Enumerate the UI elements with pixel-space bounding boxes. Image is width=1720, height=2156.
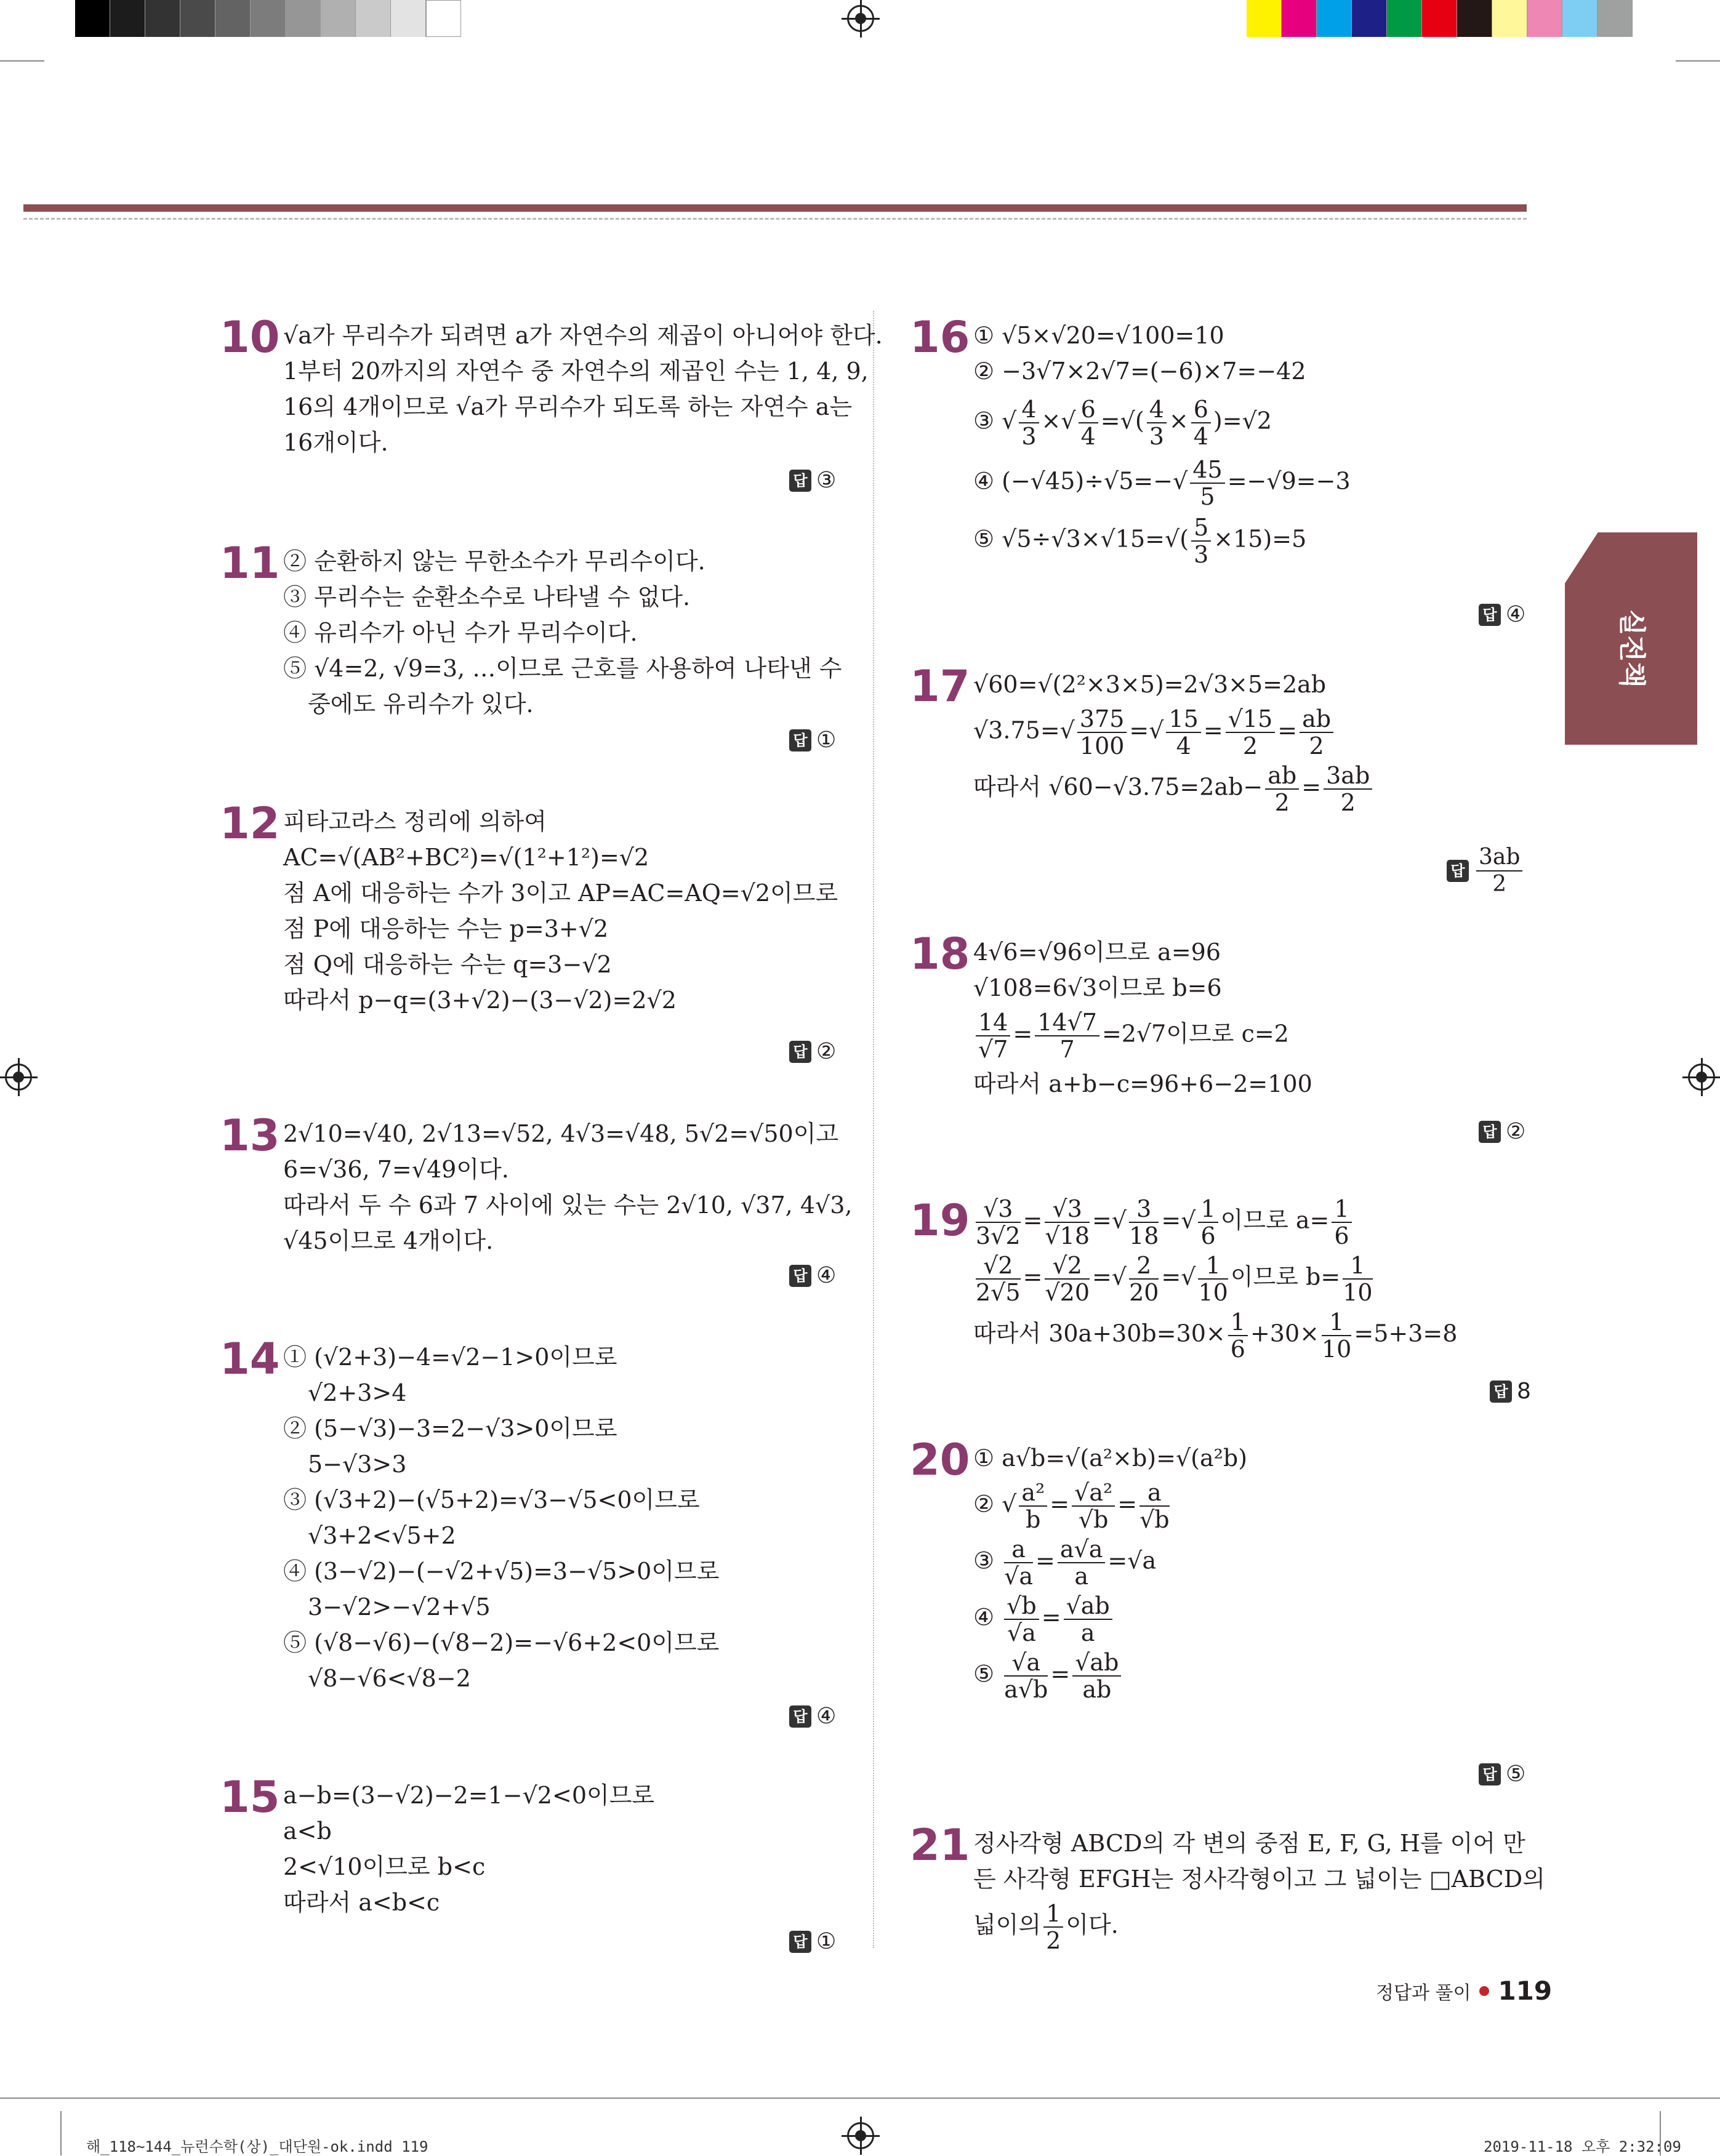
answer-value: ② xyxy=(1506,1119,1526,1144)
numerator: √15 xyxy=(1226,706,1276,733)
numerator: √ab xyxy=(1064,1593,1112,1620)
fraction xyxy=(1045,1196,1090,1249)
solution-line: ④ 유리수가 아닌 수가 무리수이다. xyxy=(283,619,638,646)
solution-line xyxy=(973,396,1351,449)
fraction xyxy=(1004,1536,1033,1589)
numerator: 2 xyxy=(1129,1252,1159,1280)
solution-line: $\frac{√3}{3√2}$ = $\frac{√3}{√18}$ =√ $\frac{3}{18}$ =√ $\frac{1}{6}$ 이므로 a= $\frac{1}{6}$ xyxy=(973,1196,1457,1249)
color-swatch xyxy=(1457,0,1492,37)
numerator: a√a xyxy=(1058,1536,1106,1563)
fraction xyxy=(1045,1252,1090,1305)
answer-icon: 답 xyxy=(789,470,811,492)
page-footer xyxy=(1376,1976,1552,2006)
problem-number: 18 xyxy=(910,929,970,979)
solution-line: ④ $\frac{√b}{√a}$ = $\frac{√ab}{a}$ xyxy=(973,1593,1247,1646)
solution-line: ① (√2+3)−4=√2−1>0이므로 xyxy=(283,1344,617,1371)
solution-line: 6=√36, 7=√49이다. xyxy=(283,1156,509,1183)
denominator: 100 xyxy=(1079,732,1125,759)
numerator: √3 xyxy=(1045,1196,1090,1223)
grayscale-strip xyxy=(75,0,461,37)
denominator: 5 xyxy=(1200,483,1215,510)
solution-text xyxy=(973,1196,1457,1362)
expr: 따라서 √60−√3.75=2ab− xyxy=(973,773,1263,801)
denominator: 6 xyxy=(1334,1222,1349,1249)
problem-number: 14 xyxy=(220,1334,280,1384)
numerator: 4 xyxy=(1019,396,1039,423)
numerator: 14√7 xyxy=(1035,1009,1099,1036)
expr: =2√7이므로 c=2 xyxy=(1101,1020,1289,1048)
solution-line: ⑤ $\frac{√a}{a√b}$ = $\frac{√ab}{ab}$ xyxy=(973,1649,1247,1702)
numerator: 14 xyxy=(976,1009,1010,1036)
numerator: 45 xyxy=(1190,457,1224,484)
expr: +30× xyxy=(1250,1320,1319,1347)
denominator: 10 xyxy=(1322,1336,1352,1363)
numerator: 4 xyxy=(1147,396,1167,423)
expr: = xyxy=(1277,716,1298,744)
answer-icon: 답 xyxy=(1479,1763,1501,1785)
gray-swatch xyxy=(75,0,110,37)
answer-18 xyxy=(1479,1119,1525,1144)
color-swatch xyxy=(1317,0,1352,37)
solution-text xyxy=(973,934,1312,1102)
solution-line: ① √5×√20=√100=10 xyxy=(973,322,1224,349)
denominator: 3√2 xyxy=(976,1222,1021,1249)
numerator: 1 xyxy=(1322,1309,1351,1336)
solution-text xyxy=(283,804,838,1018)
solution-text xyxy=(283,1777,654,1920)
denominator: b xyxy=(1026,1506,1041,1533)
gray-swatch xyxy=(110,0,145,37)
problem-number: 19 xyxy=(910,1195,970,1246)
denominator: a√b xyxy=(1004,1676,1048,1703)
solution-line: ② √ $\frac{\text{a²}}{b}$ = $\frac{\text{√a²}}{√b}$ = $\frac{a}{√b}$ xyxy=(973,1479,1170,1533)
numerator: ab xyxy=(1300,706,1333,733)
denominator: 3 xyxy=(1149,423,1164,450)
expr: 넓이의 xyxy=(973,1911,1042,1939)
problem-number: 13 xyxy=(220,1110,280,1161)
fraction xyxy=(1198,1252,1228,1305)
denominator: 10 xyxy=(1343,1279,1373,1306)
fraction xyxy=(976,1252,1021,1305)
solution-line: √60=√(2²×3×5)=2√3×5=2ab xyxy=(973,671,1327,698)
denominator: 20 xyxy=(1129,1279,1159,1306)
numerator: 3ab xyxy=(1324,763,1372,790)
solution-line: √3+2<√5+2 xyxy=(308,1522,456,1549)
solution-line: AC=√(AB²+BC²)=√(1²+1²)=√2 xyxy=(283,844,649,871)
fraction xyxy=(1064,1593,1112,1646)
numerator: √a xyxy=(1004,1649,1048,1677)
solution-line: 피타고라스 정리에 의하여 xyxy=(283,808,547,835)
fraction xyxy=(1079,396,1098,449)
numerator: 3 xyxy=(1129,1196,1159,1223)
gray-swatch xyxy=(251,0,286,37)
denominator: √b xyxy=(1139,1506,1170,1533)
numerator: √2 xyxy=(976,1252,1021,1280)
solution-line xyxy=(973,1901,1545,1954)
denominator: ab xyxy=(1082,1676,1112,1703)
gray-swatch xyxy=(321,0,356,37)
fraction xyxy=(1191,396,1211,449)
solution-line: 따라서 a<b<c xyxy=(283,1889,440,1916)
solution-line xyxy=(973,515,1351,567)
expr: )=√2 xyxy=(1213,407,1272,435)
registration-mark-icon xyxy=(847,2122,874,2149)
numerator: 5 xyxy=(1191,515,1211,542)
numerator: 375 xyxy=(1077,706,1127,733)
solution-line: 정사각형 ABCD의 각 변의 중점 E, F, G, H를 이어 만 xyxy=(973,1830,1525,1857)
denominator: √a xyxy=(1007,1619,1036,1646)
answer-14 xyxy=(789,1704,836,1729)
gray-swatch xyxy=(145,0,180,37)
answer-icon: 답 xyxy=(789,1705,811,1728)
numerator: 6 xyxy=(1191,396,1211,423)
fraction xyxy=(1139,1480,1170,1533)
gray-swatch xyxy=(286,0,321,37)
registration-mark-icon xyxy=(5,1064,32,1091)
answer-icon: 답 xyxy=(1447,860,1469,882)
solution-line: 3−√2>−√2+√5 xyxy=(308,1593,491,1621)
expr: ⑤ √5÷√3×√15=√( xyxy=(973,525,1189,553)
expr: ④ xyxy=(973,1603,995,1631)
solution-line: 2√10=√40, 2√13=√52, 4√3=√48, 5√2=√50이고 xyxy=(283,1120,839,1147)
solution-line: ⑤ √4=2, √9=3, …이므로 근호를 사용하여 나타낸 수 xyxy=(283,655,842,682)
denominator: 3 xyxy=(1021,423,1037,450)
solution-line: 5−√3>3 xyxy=(308,1451,407,1478)
denominator: 18 xyxy=(1129,1222,1159,1249)
denominator: √7 xyxy=(978,1036,1008,1063)
answer-icon: 답 xyxy=(789,729,811,751)
denominator: √20 xyxy=(1045,1279,1090,1306)
fraction xyxy=(1043,1901,1063,1954)
footer-label: 정답과 풀이 xyxy=(1376,1982,1471,2004)
answer-value: ① xyxy=(816,727,837,753)
expr: ×15)=5 xyxy=(1213,525,1307,553)
answer-10 xyxy=(789,468,836,493)
expr: = xyxy=(1203,716,1223,744)
registration-mark-icon xyxy=(1688,1064,1715,1091)
solution-line: 점 A에 대응하는 수가 3이고 AP=AC=AQ=√2이므로 xyxy=(283,880,838,907)
solution-line: √2+3>4 xyxy=(308,1379,407,1406)
answer-12 xyxy=(789,1039,836,1064)
expr: =√a xyxy=(1107,1547,1157,1574)
fraction xyxy=(1004,1593,1039,1646)
fraction xyxy=(1035,1009,1099,1062)
answer-19 xyxy=(1490,1379,1531,1404)
numerator: 6 xyxy=(1079,396,1098,423)
solution-line: a−b=(3−√2)−2=1−√2<0이므로 xyxy=(283,1782,655,1809)
gray-swatch xyxy=(426,0,461,37)
header-dash-line xyxy=(23,218,1527,220)
numerator: √a² xyxy=(1072,1480,1115,1507)
problem-number: 15 xyxy=(220,1772,280,1822)
numerator: 3ab xyxy=(1476,844,1522,872)
fraction xyxy=(1019,1480,1047,1533)
fraction xyxy=(1324,763,1372,816)
problem-number: 17 xyxy=(910,661,970,711)
solution-line: ⑤ (√8−√6)−(√8−2)=−√6+2<0이므로 xyxy=(283,1629,720,1656)
crop-mark xyxy=(0,60,44,62)
problem-number: 12 xyxy=(220,798,280,849)
registration-mark-icon xyxy=(847,5,874,32)
answer-value: ③ xyxy=(816,468,837,493)
fraction xyxy=(1190,457,1224,510)
expr: =√ xyxy=(1129,716,1164,744)
denominator: 4 xyxy=(1080,423,1096,450)
crop-mark xyxy=(1676,60,1720,62)
problem-number: 16 xyxy=(910,312,970,363)
solution-line: 16개이다. xyxy=(283,429,388,456)
expr: ③ √ xyxy=(973,407,1017,435)
answer-11 xyxy=(789,727,836,753)
answer-value: ④ xyxy=(1506,602,1526,627)
answer-value: ⑤ xyxy=(1506,1761,1526,1787)
denominator: 2 xyxy=(1492,872,1507,897)
solution-line: 따라서 a+b−c=96+6−2=100 xyxy=(973,1070,1312,1097)
denominator: a xyxy=(1080,1619,1095,1646)
denominator: 6 xyxy=(1230,1336,1245,1363)
fraction xyxy=(976,1009,1010,1062)
expr: ② xyxy=(973,1490,995,1518)
problem-number: 21 xyxy=(910,1820,970,1870)
fraction xyxy=(1072,1649,1121,1702)
denominator: 10 xyxy=(1198,1279,1228,1306)
fraction xyxy=(1077,706,1127,759)
solution-line: ③ 무리수는 순환소수로 나타낼 수 없다. xyxy=(283,583,691,611)
solution-text xyxy=(973,1825,1545,1954)
fraction xyxy=(1343,1252,1372,1305)
solution-line: 1부터 20까지의 자연수 중 자연수의 제곱인 수는 1, 4, 9, xyxy=(283,358,869,385)
solution-line: ① a√b=√(a²×b)=√(a²b) xyxy=(973,1445,1248,1472)
gray-swatch xyxy=(215,0,251,37)
solution-line: 중에도 유리수가 있다. xyxy=(308,691,534,718)
denominator: √b xyxy=(1078,1506,1109,1533)
slug-date: 2019-11-18 오후 2:32:09 xyxy=(1484,2138,1681,2155)
expr: =√( xyxy=(1100,407,1144,435)
fraction xyxy=(1019,396,1039,449)
problem-number: 11 xyxy=(220,538,280,588)
numerator: ab xyxy=(1265,763,1299,790)
solution-line: √45이므로 4개이다. xyxy=(283,1227,494,1254)
fraction xyxy=(1191,515,1211,567)
bottom-rule xyxy=(0,2098,1720,2099)
gray-swatch xyxy=(391,0,426,37)
expr: ③ xyxy=(973,1547,995,1574)
solution-line xyxy=(973,457,1351,510)
solution-line: √a가 무리수가 되려면 a가 자연수의 제곱이 아니어야 한다. xyxy=(283,322,883,349)
fraction xyxy=(976,1196,1021,1249)
denominator: 6 xyxy=(1200,1222,1216,1249)
expr: =−√9=−3 xyxy=(1227,467,1351,495)
color-swatch xyxy=(1492,0,1527,37)
denominator: 7 xyxy=(1059,1036,1075,1063)
answer-15 xyxy=(789,1929,836,1954)
answer-value: ④ xyxy=(816,1704,837,1729)
answer-icon: 답 xyxy=(789,1041,811,1063)
fraction xyxy=(1147,396,1167,449)
fraction xyxy=(1265,763,1299,816)
problem-number: 20 xyxy=(910,1435,970,1485)
expr: 이므로 b= xyxy=(1230,1263,1341,1291)
color-swatch xyxy=(1352,0,1387,37)
expr: ⑤ xyxy=(973,1660,995,1688)
solution-line xyxy=(973,763,1375,816)
fraction xyxy=(1300,706,1333,759)
solution-line: 점 P에 대응하는 수는 p=3+√2 xyxy=(283,915,609,942)
answer-value: ④ xyxy=(816,1263,837,1288)
color-swatch xyxy=(1282,0,1317,37)
solution-line: ② −3√7×2√7=(−6)×7=−42 xyxy=(973,358,1306,385)
expr: 이다. xyxy=(1066,1911,1119,1939)
solution-line: 2<√10이므로 b<c xyxy=(283,1853,486,1880)
answer-16 xyxy=(1479,602,1525,627)
fraction xyxy=(1129,1252,1159,1305)
process-color-strip xyxy=(1247,0,1633,37)
denominator: √18 xyxy=(1045,1222,1090,1249)
column-divider xyxy=(873,311,874,1948)
numerator: 1 xyxy=(1043,1901,1063,1928)
solution-line: ② 순환하지 않는 무한소수가 무리수이다. xyxy=(283,548,705,575)
fraction xyxy=(1332,1196,1351,1249)
side-tab-label xyxy=(1616,609,1647,646)
fraction xyxy=(1322,1309,1351,1362)
gray-swatch xyxy=(180,0,215,37)
numerator: 1 xyxy=(1198,1196,1218,1223)
color-swatch xyxy=(1527,0,1562,37)
fraction xyxy=(1198,1196,1218,1249)
answer-icon: 답 xyxy=(1479,604,1501,626)
expr: 이므로 a= xyxy=(1220,1206,1330,1234)
solution-text xyxy=(283,1339,719,1696)
solution-text xyxy=(973,1440,1247,1706)
header-bar xyxy=(23,204,1527,212)
answer-icon: 답 xyxy=(789,1931,811,1953)
fraction xyxy=(1129,1196,1159,1249)
answer-20 xyxy=(1479,1761,1525,1787)
expr: ×√ xyxy=(1041,407,1076,435)
slug-filename: 해_118~144_뉴런수학(상)_대단원-ok.indd 119 xyxy=(86,2138,428,2155)
crop-mark xyxy=(60,2111,62,2155)
solution-line: √8−√6<√8−2 xyxy=(308,1665,471,1692)
solution-line: √108=6√3이므로 b=6 xyxy=(973,974,1222,1001)
answer-fraction xyxy=(1476,844,1522,897)
answer-13 xyxy=(789,1263,836,1288)
solution-text xyxy=(283,543,842,722)
solution-line: 따라서 두 수 6과 7 사이에 있는 수는 2√10, √37, 4√3, xyxy=(283,1192,853,1219)
solution-line: $\frac{14}{√7}$ = $\frac{14√7}{7}$ =2√7이므로 c=2 xyxy=(973,1009,1312,1062)
denominator: 2√5 xyxy=(976,1279,1021,1306)
expr: = xyxy=(1301,773,1322,801)
numerator: √b xyxy=(1004,1593,1039,1620)
expr: ④ (−√45)÷√5=−√ xyxy=(973,467,1188,495)
answer-value: 8 xyxy=(1517,1379,1531,1404)
fraction xyxy=(1072,1480,1115,1533)
numerator: 15 xyxy=(1166,706,1200,733)
fraction xyxy=(1166,706,1200,759)
denominator: 2 xyxy=(1274,789,1290,816)
expr: =5+3=8 xyxy=(1354,1320,1458,1347)
denominator: 2 xyxy=(1242,732,1258,759)
denominator: 4 xyxy=(1176,732,1191,759)
answer-icon: 답 xyxy=(1490,1381,1512,1403)
denominator: a xyxy=(1074,1563,1088,1590)
solution-line: 점 Q에 대응하는 수는 q=3−√2 xyxy=(283,951,612,978)
numerator: 1 xyxy=(1332,1196,1351,1223)
numerator: √ab xyxy=(1072,1649,1121,1677)
solution-line: ② (5−√3)−3=2−√3>0이므로 xyxy=(283,1415,617,1442)
solution-text xyxy=(973,667,1375,819)
denominator: 2 xyxy=(1046,1927,1061,1954)
answer-17 xyxy=(1447,844,1525,897)
color-swatch xyxy=(1247,0,1282,37)
denominator: 4 xyxy=(1193,423,1208,450)
answer-icon: 답 xyxy=(789,1265,811,1287)
solution-line: ③ (√3+2)−(√5+2)=√3−√5<0이므로 xyxy=(283,1486,700,1513)
color-swatch xyxy=(1597,0,1633,37)
solution-line: a<b xyxy=(283,1817,332,1845)
numerator: a xyxy=(1139,1480,1170,1507)
color-swatch xyxy=(1387,0,1422,37)
bullet-icon xyxy=(1479,1986,1489,1996)
solution-line: 따라서 p−q=(3+√2)−(3−√2)=2√2 xyxy=(283,987,677,1014)
answer-value: ① xyxy=(816,1929,837,1954)
numerator: a² xyxy=(1019,1480,1047,1507)
expr: 따라서 30a+30b=30× xyxy=(973,1320,1226,1347)
fraction xyxy=(1228,1309,1248,1362)
answer-icon: 답 xyxy=(1479,1121,1501,1143)
solution-line: 4√6=√96이므로 a=96 xyxy=(973,939,1221,966)
color-swatch xyxy=(1422,0,1457,37)
solution-line: ④ (3−√2)−(−√2+√5)=3−√5>0이므로 xyxy=(283,1558,720,1585)
fraction xyxy=(1226,706,1276,759)
numerator: √3 xyxy=(976,1196,1021,1223)
numerator: 1 xyxy=(1198,1252,1228,1280)
denominator: √a xyxy=(1004,1563,1034,1590)
solution-line xyxy=(973,1309,1457,1362)
solution-line: ③ $\frac{a}{√a}$ = $\frac{a√a}{a}$ =√a xyxy=(973,1536,1157,1590)
solution-line: 든 사각형 EFGH는 정사각형이고 그 넓이는 □ABCD의 xyxy=(973,1865,1545,1893)
fraction xyxy=(1004,1649,1048,1702)
denominator: 2 xyxy=(1340,789,1356,816)
solution-text xyxy=(973,318,1351,572)
denominator: 2 xyxy=(1309,732,1324,759)
problem-number: 10 xyxy=(220,312,280,363)
answer-value: ② xyxy=(816,1039,837,1064)
solution-text xyxy=(283,1116,852,1259)
gray-swatch xyxy=(356,0,391,37)
numerator: 1 xyxy=(1228,1309,1248,1336)
color-swatch xyxy=(1562,0,1597,37)
numerator: 1 xyxy=(1343,1252,1372,1280)
expr: × xyxy=(1168,407,1189,435)
solution-line: 16의 4개이므로 √a가 무리수가 되도록 하는 자연수 a는 xyxy=(283,393,853,420)
expr: √3.75=√ xyxy=(973,716,1075,744)
numerator: √2 xyxy=(1045,1252,1090,1280)
page-number: 119 xyxy=(1498,1976,1553,2006)
solution-line xyxy=(973,706,1375,759)
fraction xyxy=(1058,1536,1106,1589)
solution-text xyxy=(283,318,883,460)
solution-line: $\frac{√2}{2√5}$ = $\frac{√2}{√20}$ =√ $\frac{2}{20}$ =√ $\frac{1}{10}$ 이므로 b= $\frac{1}{10}$ xyxy=(976,1252,1373,1306)
denominator: 3 xyxy=(1194,541,1209,568)
numerator: a xyxy=(1004,1536,1033,1563)
